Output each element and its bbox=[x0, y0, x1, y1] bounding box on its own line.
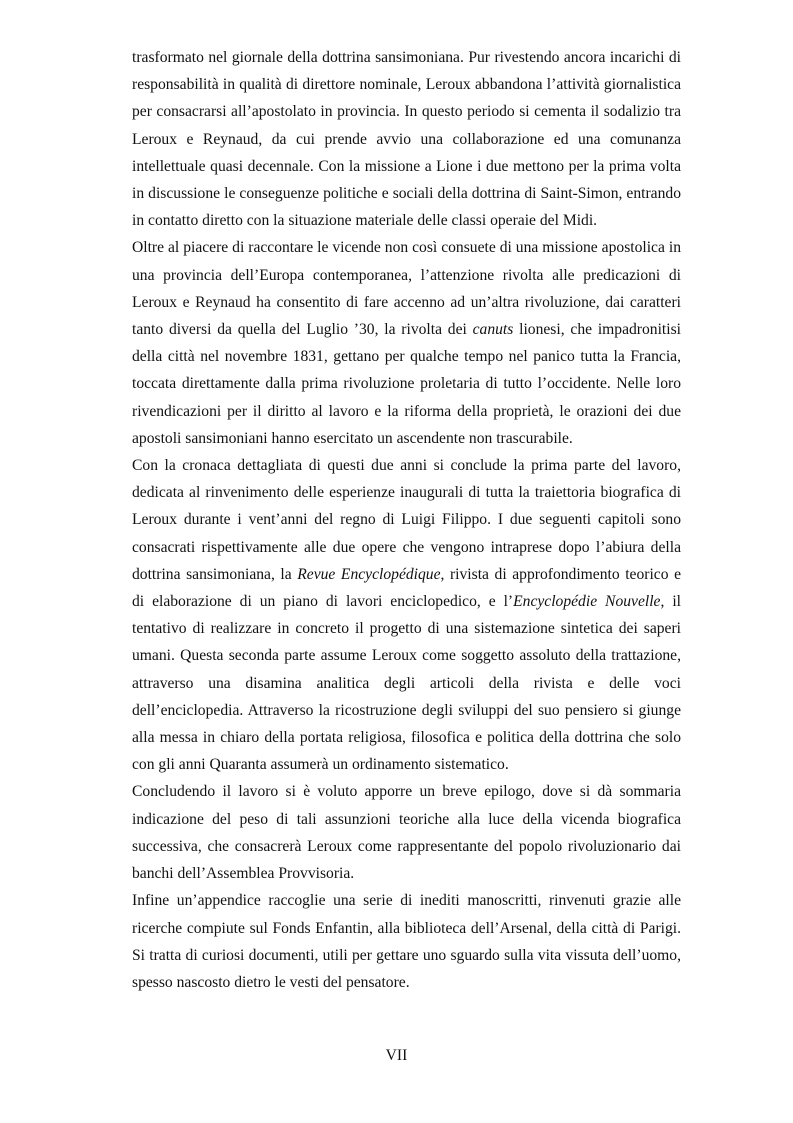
page-number: VII bbox=[385, 1047, 408, 1064]
text-run: lionesi, che impadronitisi della città nel novembre 1831, gettano per qualche tempo nel panico tutta la Francia, toccata direttamente dalla prima rivoluzione proletaria di tutto l’occidente. Nelle loro rivendicazioni per il diritto al lavoro e la riforma della proprietà, le orazioni dei due apostoli sansimoniani hanno esercitato un ascendente non trascurabile. bbox=[132, 321, 681, 447]
italic-title: canuts bbox=[472, 321, 514, 339]
paragraph-appendix bbox=[132, 887, 681, 996]
paragraph-sansimonian-journal bbox=[132, 44, 681, 234]
italic-title: Revue Encyclopédique bbox=[297, 565, 441, 583]
paragraph-second-part bbox=[132, 452, 681, 778]
body-text bbox=[132, 44, 681, 996]
text-run: Concludendo il lavoro si è voluto apporre un breve epilogo, dove si dà sommaria indicazione del peso di tali assunzioni teoriche alla luce della vicenda biografica successiva, che consacrerà Leroux come rappresentante del popolo rivoluzionario dai banchi dell’Assemblea Provvisoria. bbox=[132, 783, 681, 883]
text-run: Oltre al piacere di raccontare le vicende non così consuete di una missione apostolica in una provincia dell’Europa contemporanea, l’attenzione rivolta alle predicazioni di Leroux e Reynaud ha consentito di fare accenno ad un’altra rivoluzione, dai caratteri tanto diversi da quella del Luglio ’30, la rivolta dei bbox=[132, 239, 681, 339]
text-run: , rivista di approfondimento teorico e di elaborazione di un piano di lavori enciclopedico, e l’ bbox=[132, 565, 682, 611]
text-run: Con la cronaca dettagliata di questi due anni si conclude la prima parte del lavoro, dedicata al rinvenimento delle esperienze inaugurali di tutta la traiettoria biografica di Leroux durante i vent’anni del regno di Luigi Filippo. I due seguenti capitoli sono consacrati rispettivamente alle due opere che vengono intraprese dopo l’abiura della dottrina sansimoniana, la bbox=[132, 457, 681, 583]
italic-title: Encyclopédie Nouvelle bbox=[513, 593, 661, 611]
text-run: , il tentativo di realizzare in concreto il progetto di una sistemazione sintetica dei saperi umani. Questa seconda parte assume Leroux come soggetto assoluto della trattazione, attraverso una disamina analitica degli articoli della rivista e delle voci dell’enciclopedia. Attraverso la ricostruzione degli sviluppi del suo pensiero si giunge alla messa in chiaro della portata religiosa, filosofica e politica della dottrina che solo con gli anni Quaranta assumerà un ordinamento sistematico. bbox=[132, 593, 681, 774]
paragraph-lyon-mission bbox=[132, 234, 681, 452]
paragraph-epilogue bbox=[132, 778, 681, 887]
text-run: Infine un’appendice raccoglie una serie di inediti manoscritti, rinvenuti grazie alle ricerche compiute sul Fonds Enfantin, alla biblioteca dell’Arsenal, della città di Parigi. Si tratta di curiosi documenti, utili per gettare uno sguardo sulla vita vissuta dell’uomo, spesso nascosto dietro le vesti del pensatore. bbox=[132, 892, 681, 991]
text-run: trasformato nel giornale della dottrina sansimoniana. Pur rivestendo ancora incarichi di responsabilità in qualità di direttore nominale, Leroux abbandona l’attività giornalistica per consacrarsi all’apostolato in provincia. In questo periodo si cementa il sodalizio tra Leroux e Reynaud, da cui prende avvio una collaborazione ed una comunanza intellettuale quasi decennale. Con la missione a Lione i due mettono per la prima volta in discussione le conseguenze politiche e sociali della dottrina di Saint-Simon, entrando in contatto diretto con la situazione materiale delle classi operaie del Midi. bbox=[132, 49, 681, 230]
